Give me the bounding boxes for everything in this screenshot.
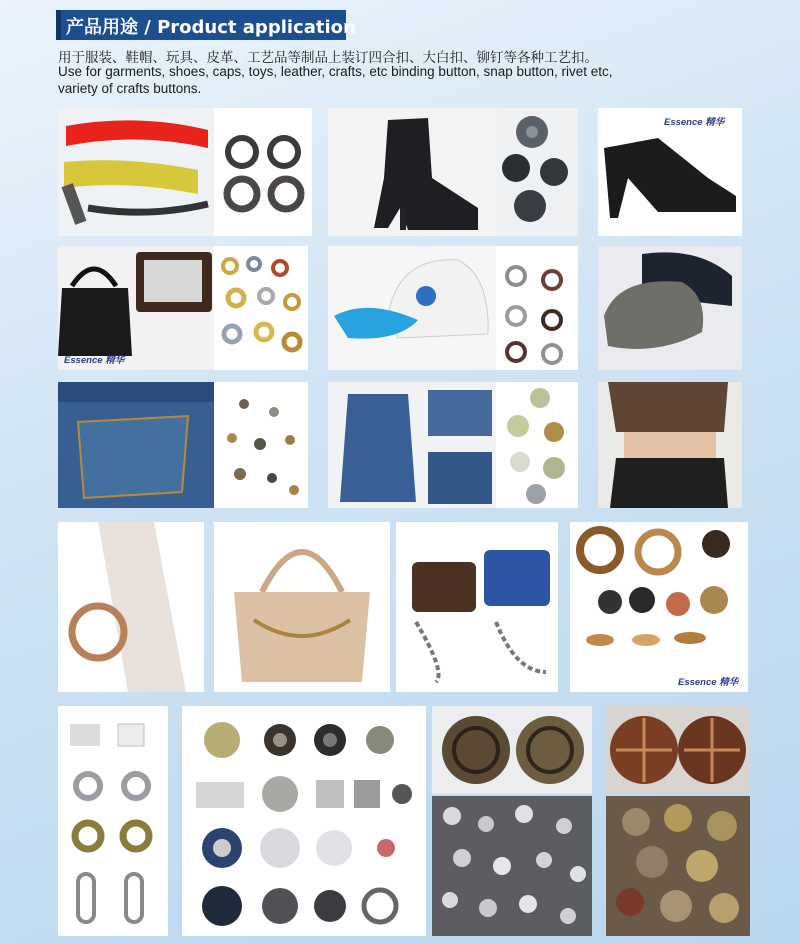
chain-wallets-photo bbox=[396, 522, 558, 692]
cap-photo bbox=[328, 246, 496, 370]
rivets-photo bbox=[214, 382, 308, 508]
eyelets-photo bbox=[214, 108, 312, 236]
jeans-pocket-photo bbox=[58, 382, 214, 508]
shank-buttons-photo bbox=[606, 796, 750, 936]
brand-logo: Essence 精华 bbox=[64, 355, 125, 366]
denim-jacket-photo bbox=[328, 382, 496, 508]
description-english-line-1: Use for garments, shoes, caps, toys, leather, crafts, etc binding button, snap button, rivet etc, bbox=[58, 64, 613, 79]
jeans-buttons-photo bbox=[432, 706, 592, 794]
leather-buttons-photo bbox=[606, 706, 750, 794]
metal-snaps-photo bbox=[496, 382, 578, 508]
wooden-buttons-photo bbox=[570, 522, 748, 692]
description-english-line-2: variety of crafts buttons. bbox=[58, 81, 202, 96]
fashion-waist-photo bbox=[598, 382, 742, 508]
description-chinese: 用于服装、鞋帽、玩具、皮革、工艺品等制品上装订四合扣、大白扣、铆钉等各种工艺扣。 bbox=[58, 50, 598, 65]
prong-snaps-photo bbox=[496, 246, 578, 370]
silver-rivets-photo bbox=[432, 796, 592, 936]
beige-handbag-photo bbox=[214, 522, 390, 692]
brand-logo: Essence 精华 bbox=[678, 677, 739, 688]
studded-belt-photo bbox=[58, 522, 204, 692]
hooks-eyelets-photo bbox=[58, 706, 168, 936]
brand-logo: Essence 精华 bbox=[664, 117, 725, 128]
page-title: 产品用途 / Product application bbox=[66, 17, 356, 38]
belts-photo bbox=[58, 108, 214, 236]
colored-eyelets-photo bbox=[214, 246, 308, 370]
hats-photo bbox=[598, 246, 742, 370]
snap-buttons-photo bbox=[496, 108, 578, 236]
boot-photo bbox=[328, 108, 496, 236]
snap-components-photo bbox=[182, 706, 426, 936]
